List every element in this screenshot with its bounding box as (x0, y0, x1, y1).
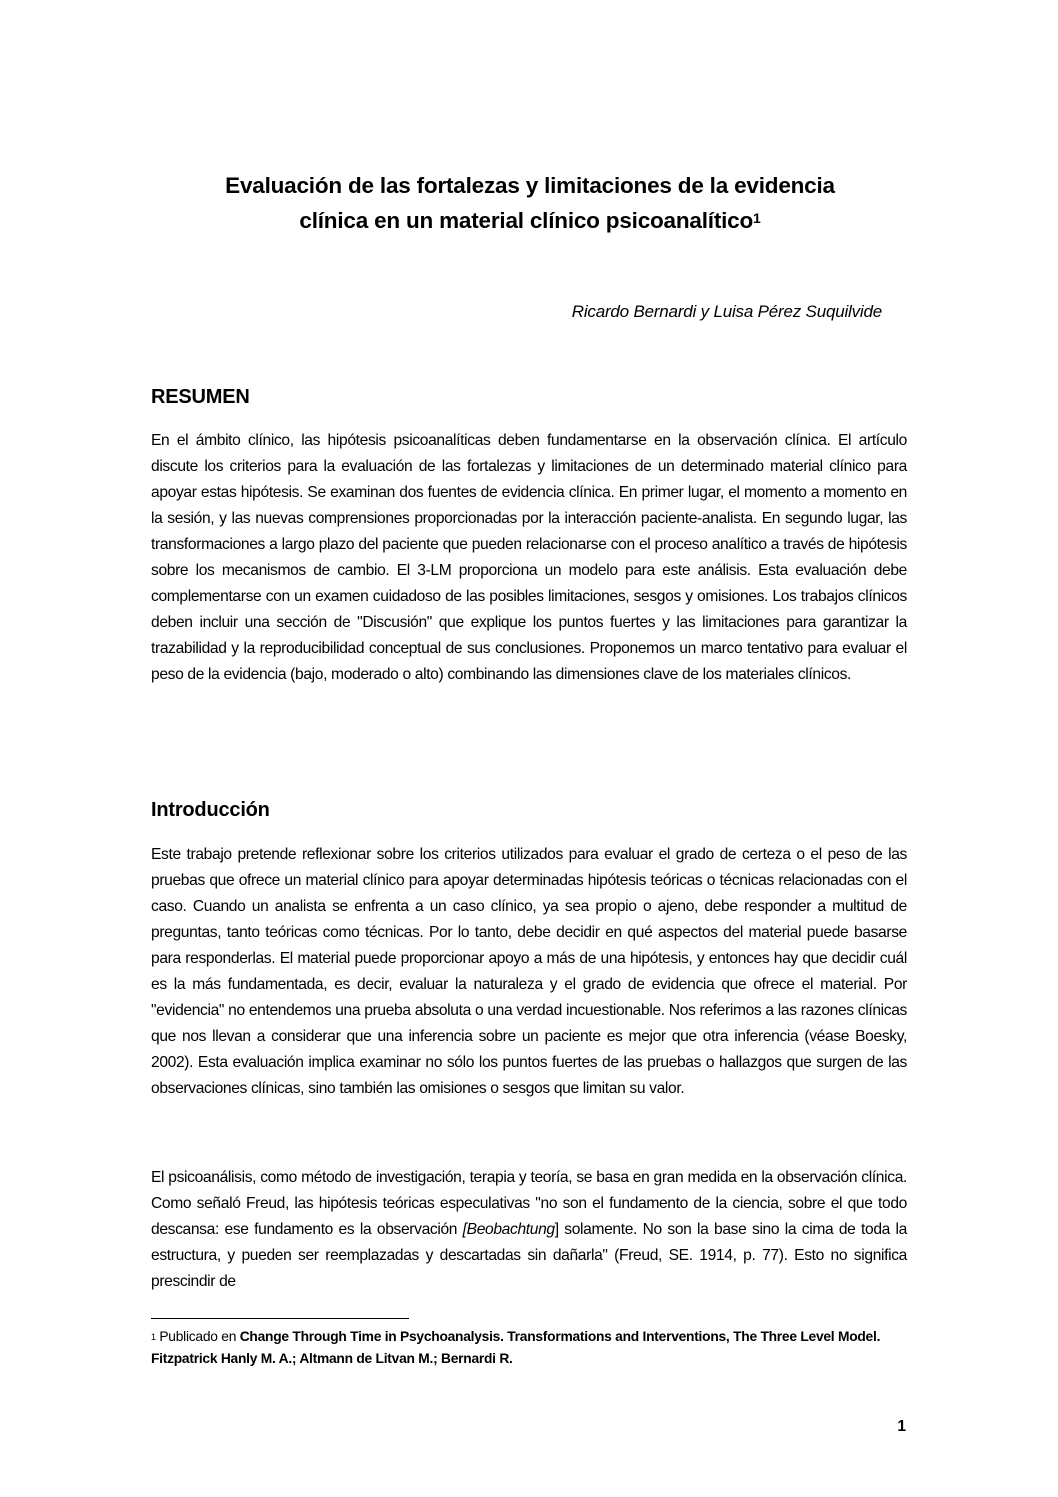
paragraph-2-text-start: El psicoanálisis, como método de investigación, terapia y teoría, se basa en gran medida en la observación clínica. Como señaló Freud, las hipótesis teóricas especulativas "no son el fundamento de la ciencia, sobre el que todo descansa: ese fundamento es la observación (151, 1169, 907, 1238)
introduccion-heading: Introducción (151, 799, 270, 821)
footnote (151, 1326, 907, 1370)
authors: Ricardo Bernardi y Luisa Pérez Suquilvide (571, 302, 882, 321)
footnote-marker: 1 (151, 1332, 156, 1342)
resumen-paragraph: En el ámbito clínico, las hipótesis psicoanalíticas deben fundamentarse en la observación clínica. El artículo discute los criterios para la evaluación de las fortalezas y limitaciones de un determinado material clínico para apoyar estas hipótesis. Se examinan dos fuentes de evidencia clínica. En primer lugar, el momento a momento en la sesión, y las nuevas comprensiones proporcionadas por la interacción paciente-analista. En segundo lugar, las transformaciones a largo plazo del paciente que pueden relacionarse con el proceso analítico a través de hipótesis sobre los mecanismos de cambio. El 3-LM proporciona un modelo para este análisis. Esta evaluación debe complementarse con un examen cuidadoso de las posibles limitaciones, sesgos y omisiones. Los trabajos clínicos deben incluir una sección de "Discusión" que explique los puntos fuertes y las limitaciones para garantizar la trazabilidad y la reproducibilidad conceptual de sus conclusiones. Proponemos un marco tentativo para evaluar el peso de la evidencia (bajo, moderado o alto) combinando las dimensiones clave de los materiales clínicos. (151, 432, 907, 683)
page-number: 1 (897, 1418, 906, 1435)
introduccion-paragraph-2 (151, 1165, 907, 1295)
paragraph-2-text-end: ] solamente. No son la base sino la cima de toda la estructura, y pueden ser reemplazadas y descartadas sin dañarla" (Freud, SE. 1914, p. 77). Esto no significa prescindir de (151, 1221, 907, 1290)
introduccion-paragraph-1: Este trabajo pretende reflexionar sobre los criterios utilizados para evaluar el grado de certeza o el peso de las pruebas que ofrece un material clínico para apoyar determinadas hipótesis teóricas o técnicas relacionadas con el caso. Cuando un analista se enfrenta a un caso clínico, ya sea propio o ajeno, debe responder a multitud de preguntas, tanto teóricas como técnicas. Por lo tanto, debe decidir en qué aspectos del material puede basarse para responderlas. El material puede proporcionar apoyo a más de una hipótesis, y entonces hay que decidir cuál es la más fundamentada, es decir, evaluar la naturaleza y el grado de evidencia que ofrece el material. Por "evidencia" no entendemos una prueba absoluta o una verdad incuestionable. Nos referimos a las razones clínicas que nos llevan a considerar que una inferencia sobre un paciente es mejor que otra inferencia (véase Boesky, 2002). Esta evaluación implica examinar no sólo los puntos fuertes de las pruebas o hallazgos que surgen de las observaciones clínicas, sino también las omisiones o sesgos que limitan su valor. (151, 846, 907, 1097)
resumen-heading: RESUMEN (151, 386, 250, 408)
title-line-2: clínica en un material clínico psicoanalítico (299, 208, 754, 233)
paper-title (140, 168, 920, 238)
footnote-prefix: Publicado en (155, 1329, 240, 1344)
paragraph-2-italic-term: [Beobachtung (462, 1221, 555, 1238)
footnote-reference: Change Through Time in Psychoanalysis. Transformations and Interventions, The Three Level Model. Fitzpatrick Hanly M. A.; Altmann de Litvan M.; Bernardi R. (151, 1329, 881, 1366)
title-footnote-marker[interactable]: 1 (753, 210, 761, 226)
title-line-1: Evaluación de las fortalezas y limitaciones de la evidencia (225, 173, 835, 198)
footnote-separator (151, 1318, 409, 1319)
